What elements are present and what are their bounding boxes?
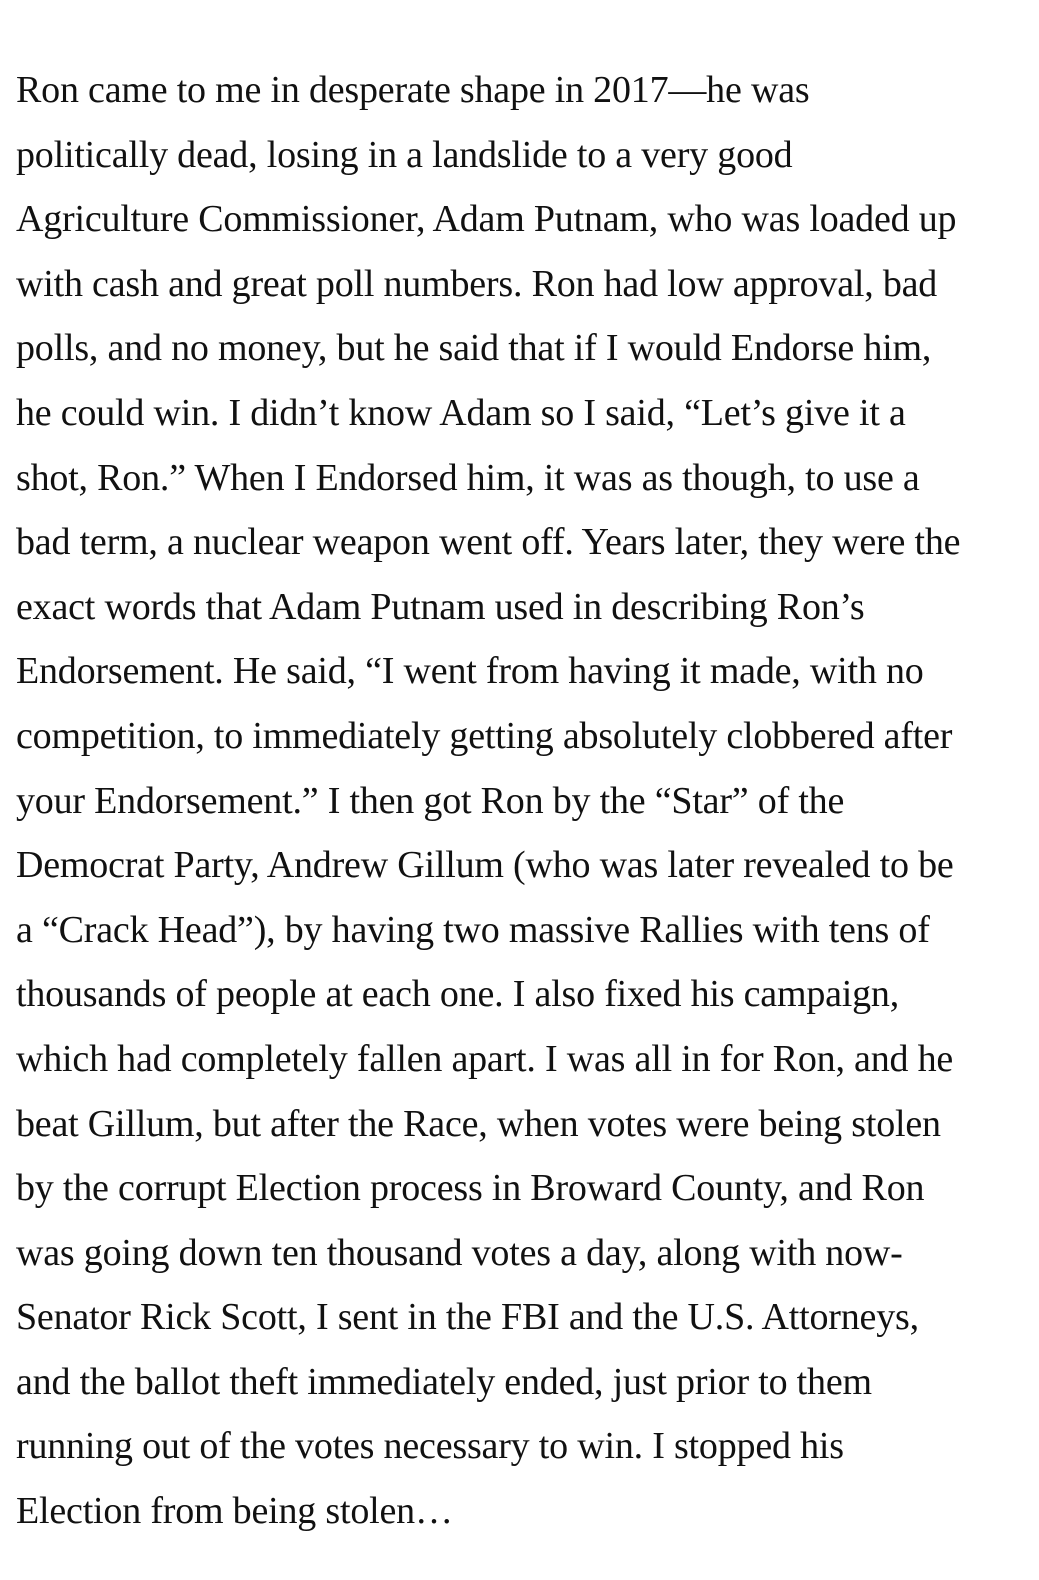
text-line-20: Senator Rick Scott, I sent in the FBI and the U.S. Attorneys,: [16, 1296, 919, 1339]
text-line-18: by the corrupt Election process in Broward County, and Ron: [16, 1167, 925, 1210]
text-line-10: Endorsement. He said, “I went from having it made, with no: [16, 650, 924, 693]
text-line-4: with cash and great poll numbers. Ron had low approval, bad: [16, 262, 938, 305]
text-line-21: and the ballot theft immediately ended, just prior to them: [16, 1360, 872, 1403]
text-line-17: beat Gillum, but after the Race, when votes were being stolen: [16, 1102, 941, 1145]
text-line-7: shot, Ron.” When I Endorsed him, it was as though, to use a: [16, 456, 920, 499]
text-line-16: which had completely fallen apart. I was all in for Ron, and he: [16, 1037, 954, 1080]
text-line-3: Agriculture Commissioner, Adam Putnam, who was loaded up: [16, 198, 957, 241]
statement-text: [16, 58, 1026, 1544]
text-line-22: running out of the votes necessary to win. I stopped his: [16, 1425, 844, 1468]
text-line-8: bad term, a nuclear weapon went off. Years later, they were the: [16, 521, 961, 564]
text-line-1: Ron came to me in desperate shape in 2017—he was: [16, 69, 810, 111]
text-line-5: polls, and no money, but he said that if I would Endorse him,: [16, 327, 932, 370]
text-line-6: he could win. I didn’t know Adam so I said, “Let’s give it a: [16, 391, 906, 434]
text-line-14: a “Crack Head”), by having two massive Rallies with tens of: [16, 908, 930, 951]
text-line-2: politically dead, losing in a landslide to a very good: [16, 133, 793, 176]
text-line-23: Election from being stolen…: [16, 1490, 453, 1533]
text-line-9: exact words that Adam Putnam used in describing Ron’s: [16, 585, 865, 628]
text-line-13: Democrat Party, Andrew Gillum (who was later revealed to be: [16, 844, 954, 887]
text-line-15: thousands of people at each one. I also fixed his campaign,: [16, 973, 900, 1016]
text-line-19: was going down ten thousand votes a day, along with now-: [16, 1231, 903, 1274]
text-line-12: your Endorsement.” I then got Ron by the “Star” of the: [16, 779, 845, 822]
text-line-11: competition, to immediately getting absolutely clobbered after: [16, 714, 953, 757]
